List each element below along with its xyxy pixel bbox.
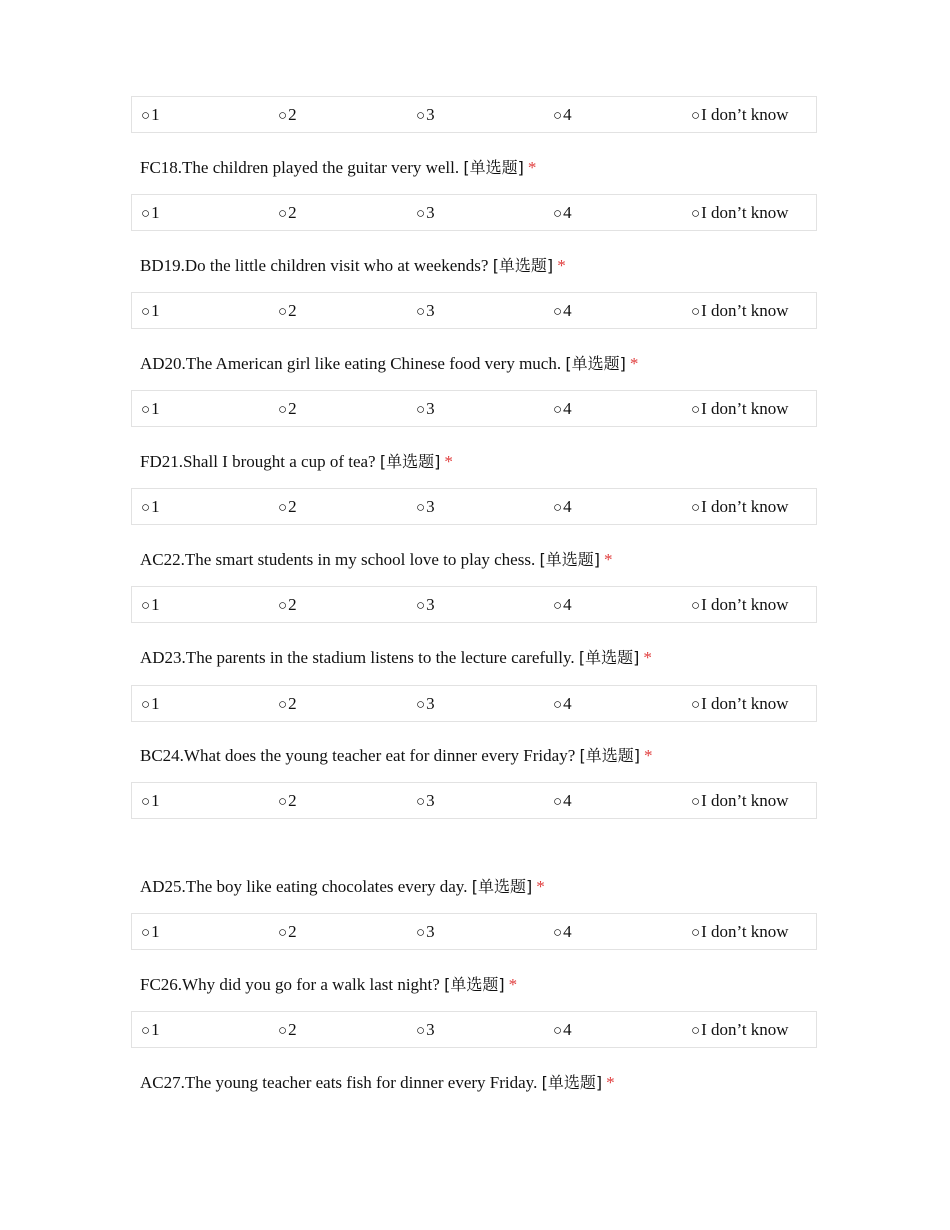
question-type-tag: [单选题]: [463, 158, 524, 177]
option-label: 2: [288, 595, 297, 614]
question-text: FD21.Shall I brought a cup of tea?: [140, 452, 376, 471]
option-radio-3[interactable]: [416, 489, 435, 524]
option-radio-1[interactable]: [141, 293, 160, 328]
option-label: 1: [151, 922, 160, 941]
radio-circle-icon: ○: [278, 598, 288, 614]
option-label: 4: [563, 694, 572, 713]
question-title: [140, 744, 653, 768]
option-radio-1[interactable]: [141, 914, 160, 949]
question-text: BD19.Do the little children visit who at weekends?: [140, 256, 489, 275]
question-text: FC18.The children played the guitar very well.: [140, 158, 460, 177]
option-radio-4[interactable]: [553, 195, 572, 230]
question-title: [140, 548, 612, 572]
radio-circle-icon: ○: [416, 304, 426, 320]
option-radio-4[interactable]: [553, 783, 572, 818]
radio-circle-icon: ○: [691, 304, 701, 320]
question-title: [140, 1071, 615, 1095]
radio-circle-icon: ○: [278, 697, 288, 713]
option-radio-1[interactable]: [141, 783, 160, 818]
radio-circle-icon: ○: [553, 697, 563, 713]
radio-circle-icon: ○: [691, 697, 701, 713]
required-marker: *: [643, 648, 652, 667]
question-text: AC22.The smart students in my school love to play chess.: [140, 550, 536, 569]
option-label: 3: [426, 694, 435, 713]
radio-circle-icon: ○: [416, 794, 426, 810]
option-radio-dont-know[interactable]: [691, 783, 789, 818]
question-title: [140, 254, 566, 278]
option-radio-3[interactable]: [416, 1012, 435, 1047]
option-label: 2: [288, 301, 297, 320]
radio-circle-icon: ○: [416, 402, 426, 418]
option-radio-3[interactable]: [416, 783, 435, 818]
option-label: I don’t know: [701, 399, 789, 418]
radio-circle-icon: ○: [278, 304, 288, 320]
options-row: [131, 96, 817, 133]
option-label: 4: [563, 301, 572, 320]
option-radio-2[interactable]: [278, 686, 297, 721]
required-marker: *: [557, 256, 566, 275]
radio-circle-icon: ○: [553, 500, 563, 516]
radio-circle-icon: ○: [553, 1023, 563, 1039]
question-type-tag: [单选题]: [539, 550, 600, 569]
question-text: AD23.The parents in the stadium listens to the lecture carefully.: [140, 648, 575, 667]
question-type-tag: [单选题]: [579, 746, 640, 765]
required-marker: *: [508, 975, 518, 994]
radio-circle-icon: ○: [416, 108, 426, 124]
radio-circle-icon: ○: [691, 925, 701, 941]
radio-circle-icon: ○: [141, 794, 151, 810]
radio-circle-icon: ○: [691, 108, 701, 124]
option-radio-dont-know[interactable]: [691, 391, 789, 426]
option-radio-3[interactable]: [416, 97, 435, 132]
option-label: I don’t know: [701, 203, 789, 222]
option-label: 4: [563, 203, 572, 222]
question-title: [140, 352, 638, 376]
option-label: 1: [151, 203, 160, 222]
question-text: AD20.The American girl like eating Chinese food very much.: [140, 354, 562, 373]
option-radio-1[interactable]: [141, 391, 160, 426]
option-radio-3[interactable]: [416, 914, 435, 949]
option-label: 4: [563, 1020, 572, 1039]
option-radio-1[interactable]: [141, 587, 160, 622]
option-radio-2[interactable]: [278, 489, 297, 524]
question-type-tag: [单选题]: [492, 256, 554, 275]
options-row: [131, 292, 817, 329]
option-radio-dont-know[interactable]: [691, 195, 789, 230]
option-radio-dont-know[interactable]: [691, 97, 789, 132]
radio-circle-icon: ○: [691, 206, 701, 222]
radio-circle-icon: ○: [553, 206, 563, 222]
option-radio-dont-know[interactable]: [691, 1012, 789, 1047]
option-radio-2[interactable]: [278, 293, 297, 328]
option-label: 3: [426, 1020, 435, 1039]
option-label: 2: [288, 203, 297, 222]
options-row: [131, 194, 817, 231]
option-label: 2: [288, 105, 297, 124]
option-radio-2[interactable]: [278, 195, 297, 230]
option-label: 1: [151, 791, 160, 810]
option-label: I don’t know: [701, 791, 789, 810]
question-title: [140, 875, 545, 899]
option-label: 4: [563, 595, 572, 614]
question-type-tag: [单选题]: [444, 975, 505, 994]
option-radio-1[interactable]: [141, 195, 160, 230]
radio-circle-icon: ○: [553, 598, 563, 614]
options-row: [131, 586, 817, 623]
radio-circle-icon: ○: [691, 500, 701, 516]
option-label: 2: [288, 694, 297, 713]
option-label: 3: [426, 791, 435, 810]
option-radio-4[interactable]: [553, 391, 572, 426]
option-label: 1: [151, 399, 160, 418]
options-row: [131, 390, 817, 427]
option-radio-2[interactable]: [278, 1012, 297, 1047]
radio-circle-icon: ○: [141, 402, 151, 418]
radio-circle-icon: ○: [553, 304, 563, 320]
option-radio-1[interactable]: [141, 1012, 160, 1047]
option-label: 3: [426, 105, 435, 124]
option-radio-4[interactable]: [553, 293, 572, 328]
radio-circle-icon: ○: [278, 794, 288, 810]
option-label: 1: [151, 105, 160, 124]
option-radio-2[interactable]: [278, 97, 297, 132]
option-radio-2[interactable]: [278, 391, 297, 426]
radio-circle-icon: ○: [141, 500, 151, 516]
radio-circle-icon: ○: [553, 108, 563, 124]
option-label: 3: [426, 595, 435, 614]
option-label: 4: [563, 922, 572, 941]
option-radio-4[interactable]: [553, 1012, 572, 1047]
question-type-tag: [单选题]: [578, 648, 640, 667]
radio-circle-icon: ○: [141, 1023, 151, 1039]
radio-circle-icon: ○: [553, 925, 563, 941]
option-label: 1: [151, 595, 160, 614]
option-radio-dont-know[interactable]: [691, 686, 789, 721]
option-radio-1[interactable]: [141, 97, 160, 132]
option-radio-3[interactable]: [416, 587, 435, 622]
option-radio-4[interactable]: [553, 489, 572, 524]
options-row: [131, 685, 817, 722]
option-label: I don’t know: [701, 922, 789, 941]
option-label: I don’t know: [701, 595, 789, 614]
option-radio-3[interactable]: [416, 293, 435, 328]
option-label: 1: [151, 1020, 160, 1039]
option-label: I don’t know: [701, 301, 789, 320]
question-title: [140, 973, 517, 997]
option-radio-2[interactable]: [278, 587, 297, 622]
radio-circle-icon: ○: [691, 598, 701, 614]
radio-circle-icon: ○: [278, 925, 288, 941]
option-label: I don’t know: [701, 497, 789, 516]
required-marker: *: [444, 452, 453, 471]
radio-circle-icon: ○: [691, 794, 701, 810]
question-text: AD25.The boy like eating chocolates every day.: [140, 877, 468, 896]
option-label: 1: [151, 694, 160, 713]
option-label: 2: [288, 791, 297, 810]
radio-circle-icon: ○: [416, 925, 426, 941]
required-marker: *: [536, 877, 545, 896]
radio-circle-icon: ○: [553, 794, 563, 810]
option-radio-dont-know[interactable]: [691, 587, 789, 622]
radio-circle-icon: ○: [691, 402, 701, 418]
question-text: FC26.Why did you go for a walk last night?: [140, 975, 440, 994]
question-type-tag: [单选题]: [379, 452, 441, 471]
radio-circle-icon: ○: [278, 206, 288, 222]
option-radio-dont-know[interactable]: [691, 489, 789, 524]
options-row: [131, 1011, 817, 1048]
option-radio-3[interactable]: [416, 686, 435, 721]
radio-circle-icon: ○: [278, 1023, 288, 1039]
option-label: 2: [288, 497, 297, 516]
radio-circle-icon: ○: [278, 108, 288, 124]
option-label: 4: [563, 105, 572, 124]
option-label: 2: [288, 399, 297, 418]
option-radio-dont-know[interactable]: [691, 914, 789, 949]
option-radio-1[interactable]: [141, 489, 160, 524]
option-radio-4[interactable]: [553, 97, 572, 132]
option-label: I don’t know: [701, 105, 789, 124]
question-type-tag: [单选题]: [565, 354, 626, 373]
option-label: 3: [426, 399, 435, 418]
radio-circle-icon: ○: [141, 304, 151, 320]
option-radio-1[interactable]: [141, 686, 160, 721]
option-radio-3[interactable]: [416, 391, 435, 426]
option-label: I don’t know: [701, 1020, 789, 1039]
option-label: 3: [426, 203, 435, 222]
option-radio-4[interactable]: [553, 686, 572, 721]
option-radio-2[interactable]: [278, 914, 297, 949]
option-radio-4[interactable]: [553, 587, 572, 622]
option-label: 1: [151, 301, 160, 320]
radio-circle-icon: ○: [278, 500, 288, 516]
question-title: [140, 646, 652, 670]
required-marker: *: [603, 550, 613, 569]
radio-circle-icon: ○: [141, 598, 151, 614]
question-title: [140, 450, 453, 474]
radio-circle-icon: ○: [416, 598, 426, 614]
question-text: AC27.The young teacher eats fish for dinner every Friday.: [140, 1073, 538, 1092]
option-radio-4[interactable]: [553, 914, 572, 949]
radio-circle-icon: ○: [278, 402, 288, 418]
option-radio-dont-know[interactable]: [691, 293, 789, 328]
question-title: [140, 156, 536, 180]
radio-circle-icon: ○: [691, 1023, 701, 1039]
option-label: 2: [288, 1020, 297, 1039]
radio-circle-icon: ○: [553, 402, 563, 418]
option-label: 1: [151, 497, 160, 516]
required-marker: *: [527, 158, 537, 177]
radio-circle-icon: ○: [416, 697, 426, 713]
option-label: 3: [426, 497, 435, 516]
option-label: 3: [426, 301, 435, 320]
radio-circle-icon: ○: [416, 500, 426, 516]
option-radio-2[interactable]: [278, 783, 297, 818]
radio-circle-icon: ○: [141, 697, 151, 713]
question-type-tag: [单选题]: [471, 877, 533, 896]
radio-circle-icon: ○: [141, 108, 151, 124]
radio-circle-icon: ○: [141, 206, 151, 222]
options-row: [131, 913, 817, 950]
required-marker: *: [629, 354, 639, 373]
option-label: 3: [426, 922, 435, 941]
option-label: I don’t know: [701, 694, 789, 713]
question-text: BC24.What does the young teacher eat for dinner every Friday?: [140, 746, 576, 765]
option-label: 2: [288, 922, 297, 941]
option-label: 4: [563, 791, 572, 810]
question-type-tag: [单选题]: [541, 1073, 603, 1092]
option-label: 4: [563, 399, 572, 418]
radio-circle-icon: ○: [141, 925, 151, 941]
options-row: [131, 782, 817, 819]
required-marker: *: [644, 746, 653, 765]
option-label: 4: [563, 497, 572, 516]
radio-circle-icon: ○: [416, 206, 426, 222]
radio-circle-icon: ○: [416, 1023, 426, 1039]
option-radio-3[interactable]: [416, 195, 435, 230]
options-row: [131, 488, 817, 525]
required-marker: *: [606, 1073, 615, 1092]
